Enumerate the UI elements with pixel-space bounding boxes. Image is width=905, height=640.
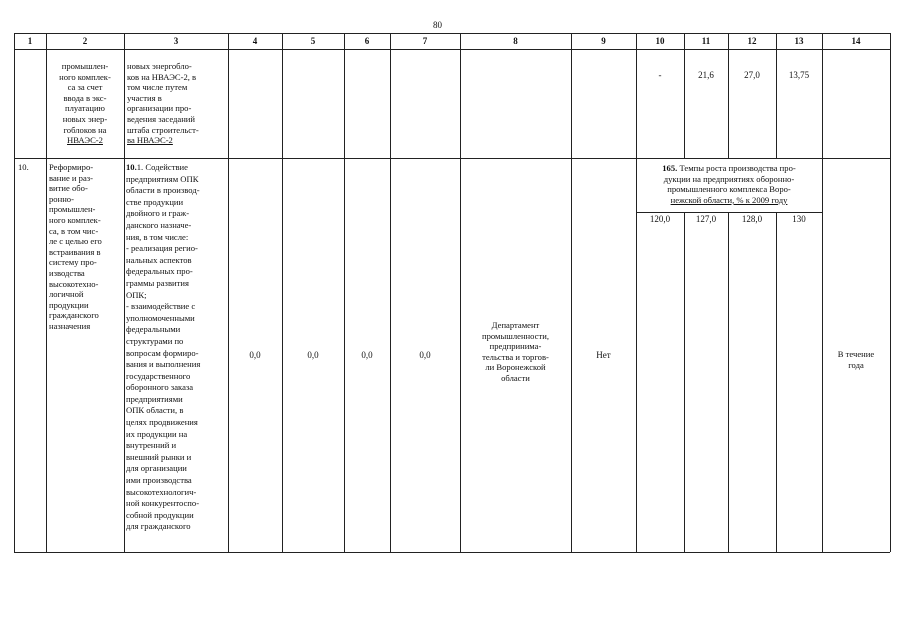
col-border — [282, 33, 283, 552]
row10-funding-5: 0,0 — [307, 350, 319, 360]
page-number: 80 — [433, 20, 442, 30]
indicator-number: 165. — [662, 163, 678, 173]
row10-funding-4: 0,0 — [249, 350, 261, 360]
row10-funding-7: 0,0 — [419, 350, 431, 360]
column-header-7: 7 — [422, 36, 428, 46]
row-divider — [14, 158, 890, 159]
indicator-value-10: 120,0 — [649, 214, 671, 224]
row10-responsible: Департамент промышленности, предпринима- тельства и торгов- ли Воронежской области — [482, 320, 549, 383]
measure-number: 10. — [126, 162, 137, 172]
column-header-6: 6 — [364, 36, 370, 46]
col-border — [684, 33, 685, 158]
col-border — [822, 33, 823, 552]
prev-row-value-10: - — [658, 70, 662, 80]
col-border — [684, 212, 685, 552]
col-border — [14, 33, 15, 552]
column-header-14: 14 — [851, 36, 861, 46]
column-header-4: 4 — [252, 36, 258, 46]
table-bottom-rule — [14, 552, 890, 553]
prev-row-value-13: 13,75 — [788, 70, 810, 80]
col-border — [390, 33, 391, 552]
column-header-5: 5 — [310, 36, 316, 46]
prev-row-value-12: 27,0 — [744, 70, 760, 80]
prev-row-measure: новых энергобло- ков на НВАЭС-2, в том числе путем участия в организации про- ведения заседаний штаба строительст- ва НВАЭС-2 — [127, 61, 199, 146]
indicator-value-12: 128,0 — [741, 214, 763, 224]
col-border — [228, 33, 229, 552]
row10-goal: Реформиро- вание и раз- витие обо- ронно- промышлен- ного комплек- са, в том чис- ле с целью его встраивания в систему про- изводства высокотехно- логичной продукции гражданского назначения — [49, 162, 102, 331]
col-border — [460, 33, 461, 552]
row10-measure: 10.1. Содействие предприятиям ОПК области в производ- стве продукции двойного и граж- данского назначе- ния, в том числе: - реализация регио- нальных аспектов федеральных про- граммы развития ОПК; - взаимодействие с уполномоченными федеральными структурами по вопросам формиро- вания и выполнения государственного оборонного заказа предприятиями ОПК области, в целях продвижения их продукции на внутренний и внешний рынки и для организации ими производства высокотехнологич- ной конкурентоспо- собной продукции для гражданского — [126, 162, 201, 532]
header-bottom-rule — [14, 49, 890, 50]
column-header-11: 11 — [701, 36, 711, 46]
col-border — [728, 212, 729, 552]
col-border — [636, 33, 637, 552]
col-border — [124, 33, 125, 552]
indicator-value-11: 127,0 — [695, 214, 717, 224]
row10-funding-6: 0,0 — [361, 350, 373, 360]
row10-deadline: В течение года — [837, 349, 875, 370]
col-border — [776, 33, 777, 158]
row-number: 10. — [18, 162, 29, 172]
col-border — [890, 33, 891, 552]
header-top-rule — [14, 33, 890, 34]
column-header-8: 8 — [513, 36, 518, 46]
column-header-9: 9 — [601, 36, 606, 46]
column-header-13: 13 — [794, 36, 804, 46]
indicator-value-13: 130 — [792, 214, 806, 224]
prev-row-goal: промышлен- ного комплек- са за счет ввода в экс- плуатацию новых энер- гоблоков на НВАЭС-2 — [59, 61, 111, 146]
column-header-2: 2 — [82, 36, 88, 46]
indicator-description: 165. Темпы роста производства про- дукции на предприятиях оборонно- промышленного комплекса Воро- нежской области, % к 2009 году — [662, 163, 796, 205]
col-border — [344, 33, 345, 552]
col-border — [728, 33, 729, 158]
column-header-10: 10 — [655, 36, 665, 46]
row10-col9: Нет — [596, 350, 611, 360]
column-header-1: 1 — [27, 36, 33, 46]
prev-row-value-11: 21,6 — [698, 70, 714, 80]
column-header-12: 12 — [747, 36, 757, 46]
column-header-3: 3 — [173, 36, 179, 46]
col-border — [776, 212, 777, 552]
col-border — [571, 33, 572, 552]
indicator-divider — [636, 212, 822, 213]
